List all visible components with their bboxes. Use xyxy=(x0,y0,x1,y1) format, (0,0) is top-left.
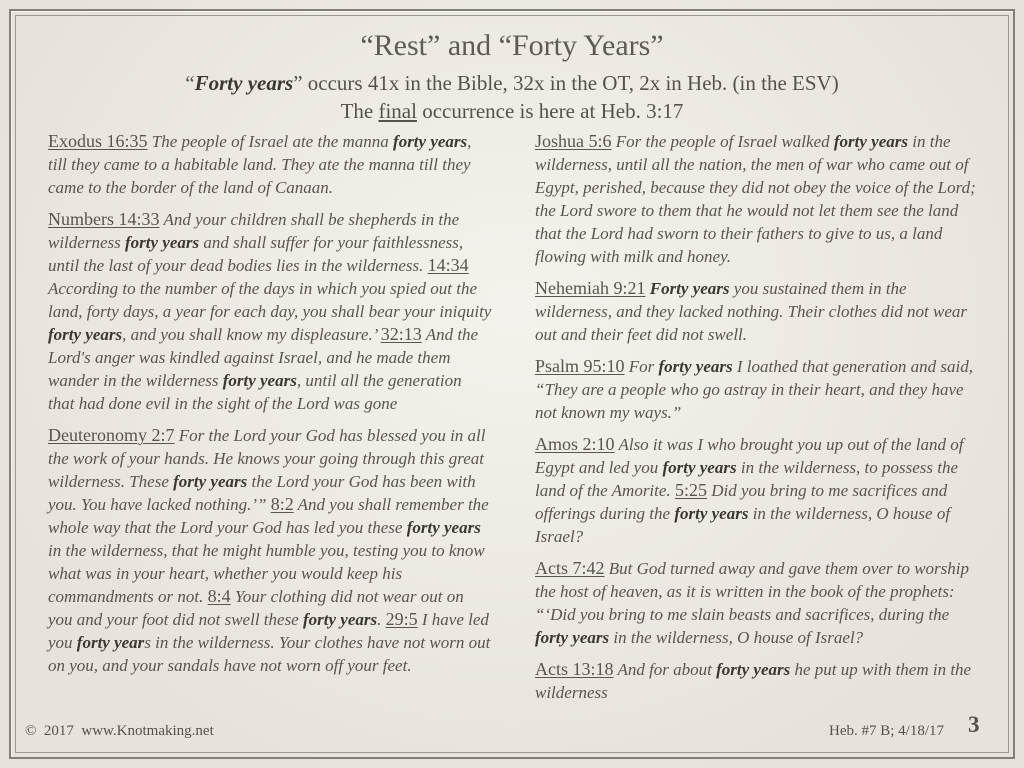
passage-numbers-14-33 xyxy=(48,208,492,415)
subtitle-line-1 xyxy=(0,69,1024,97)
verse-text: For the Lord your God has blessed you in all the work of your hands. He knows your going through this great wilderness. These xyxy=(48,426,486,491)
forty-years-highlight: forty years xyxy=(658,357,733,376)
scripture-reference-link[interactable]: Amos 2:10 xyxy=(535,434,615,454)
subtitle-line-2-before: The xyxy=(340,99,379,123)
verse-text: For xyxy=(624,357,659,376)
verse-text: And for about xyxy=(613,660,717,679)
verse-text: he put up with them in the wilderness xyxy=(535,660,972,702)
forty-years-highlight: Forty years xyxy=(649,279,730,298)
verse-text: Also it was I who brought you up out of the land of Egypt and led you xyxy=(535,435,964,477)
right-column xyxy=(535,130,977,713)
verse-text: you sustained them in the wilderness, and they lacked nothing. Their clothes did not wear out and their feet did not swell. xyxy=(535,279,968,344)
slide-title: “Rest” and “Forty Years” xyxy=(360,29,664,62)
verse-text: I have led you xyxy=(48,610,489,652)
verse-text: , and you shall know my displeasure.’ xyxy=(122,325,381,344)
verse-text: And the Lord's anger was kindled against Israel, and he made them wander in the wilderness xyxy=(48,325,479,390)
subtitle-statistics-text: ” occurs 41x in the Bible, 32x in the OT, 2x in Heb. (in the ESV) xyxy=(293,71,839,95)
verse-text: The people of Israel ate the manna xyxy=(147,132,394,151)
subtitle-line-2 xyxy=(0,97,1024,125)
footer-copyright: © 2017 www.Knotmaking.net xyxy=(25,723,214,739)
verse-text: And your children shall be shepherds in the wilderness xyxy=(48,210,460,252)
verse-text: For the people of Israel walked xyxy=(611,132,834,151)
scripture-reference-link[interactable]: Deuteronomy 2:7 xyxy=(48,425,175,445)
forty-years-highlight: forty years xyxy=(124,233,200,252)
scripture-reference-link[interactable]: 32:13 xyxy=(380,324,422,344)
subtitle-emphasis: Forty years xyxy=(194,71,294,95)
passage-nehemiah-9-21 xyxy=(535,277,977,346)
verse-text: the Lord your God has been with you. You have lacked nothing.’” xyxy=(48,472,476,514)
forty-years-highlight: forty years xyxy=(393,132,468,151)
verse-text: Your clothing did not wear out on you and your foot did not swell these xyxy=(48,587,464,629)
forty-years-highlight: forty years xyxy=(173,472,248,491)
scripture-reference-link[interactable]: Numbers 14:33 xyxy=(48,209,160,229)
subtitle-underlined-word: final xyxy=(378,99,417,123)
subtitle-open-quote: “ xyxy=(185,71,195,95)
verse-text: in the wilderness, until all the nation, the men of war who came out of Egypt, perished, because they did not obey the voice of the Lord; the Lord swore to them that he would not let them see the land that the Lord had sworn to their fathers to give to us, a land flowing with milk and honey. xyxy=(535,132,976,266)
slide-subtitle xyxy=(0,69,1024,125)
forty-years-highlight: forty years xyxy=(833,132,908,151)
verse-text: And you shall remember the whole way that the Lord your God has led you these xyxy=(48,495,489,537)
scripture-reference-link[interactable]: Joshua 5:6 xyxy=(535,131,612,151)
passage-acts-13-18 xyxy=(535,658,977,704)
passage-psalm-95-10 xyxy=(535,355,977,424)
forty-years-highlight: forty years xyxy=(406,518,481,537)
verse-text: According to the number of the days in which you spied out the land, forty days, a year for each day, you shall bear your iniquity xyxy=(48,279,492,321)
scripture-reference-link[interactable]: 5:25 xyxy=(674,480,707,500)
scripture-reference-link[interactable]: 29:5 xyxy=(385,609,418,629)
scripture-reference-link[interactable]: Acts 7:42 xyxy=(535,558,605,578)
verse-text: Did you bring to me sacrifices and offerings during the xyxy=(535,481,948,523)
scripture-reference-link[interactable]: 14:34 xyxy=(427,255,469,275)
scripture-reference-link[interactable]: Psalm 95:10 xyxy=(535,356,625,376)
forty-years-highlight: forty years xyxy=(302,610,378,629)
verse-text: in the wilderness, to possess the land of the Amorite. xyxy=(535,458,959,500)
forty-years-highlight: forty years xyxy=(662,458,737,477)
forty-years-highlight: forty years xyxy=(716,660,791,679)
verse-text: . xyxy=(377,610,386,629)
passage-exodus-16-35 xyxy=(48,130,492,199)
passage-joshua-5-6 xyxy=(535,130,977,268)
scripture-reference-link[interactable]: 8:2 xyxy=(270,494,294,514)
scripture-reference-link[interactable]: Acts 13:18 xyxy=(535,659,614,679)
verse-text: and shall suffer for your faithlessness, until the last of your dead bodies lies in the wilderness. xyxy=(48,233,464,275)
scripture-reference-link[interactable]: Exodus 16:35 xyxy=(48,131,148,151)
verse-text: s in the wilderness. Your clothes have not worn out on you, and your sandals have not worn off your feet. xyxy=(48,633,491,675)
verse-text: But God turned away and gave them over to worship the host of heaven, as it is written in the book of the prophets: “‘Did you bring to me slain beasts and sacrifices, during the xyxy=(535,559,970,624)
subtitle-line-2-after: occurrence is here at Heb. 3:17 xyxy=(416,99,684,123)
forty-years-highlight: forty years xyxy=(535,628,610,647)
forty-years-highlight: forty years xyxy=(222,371,297,390)
forty-years-highlight: forty years xyxy=(674,504,749,523)
scripture-reference-link[interactable]: 8:4 xyxy=(207,586,231,606)
verse-text: , till they came to a habitable land. They ate the manna till they came to the border of the land of Canaan. xyxy=(48,132,472,197)
verse-text: in the wilderness, O house of Israel? xyxy=(609,628,864,647)
footer-lecture-info: Heb. #7 B; 4/18/17 xyxy=(829,723,944,739)
forty-years-highlight: forty years xyxy=(48,325,123,344)
passage-acts-7-42 xyxy=(535,557,977,649)
verse-text: I loathed that generation and said, “They are a people who go astray in their heart, and they have not known my ways.” xyxy=(535,357,973,422)
passage-deuteronomy-2-7 xyxy=(48,424,492,677)
page-number: 3 xyxy=(968,712,980,737)
verse-text: in the wilderness, O house of Israel? xyxy=(535,504,951,546)
forty-years-highlight: forty year xyxy=(76,633,145,652)
passage-amos-2-10 xyxy=(535,433,977,548)
left-column xyxy=(48,130,492,686)
verse-text: in the wilderness, that he might humble you, testing you to know what was in your heart, whether you would keep his commandments or not. xyxy=(48,541,485,606)
scripture-reference-link[interactable]: Nehemiah 9:21 xyxy=(535,278,646,298)
verse-text: , until all the generation that had done evil in the sight of the Lord was gone xyxy=(48,371,462,413)
